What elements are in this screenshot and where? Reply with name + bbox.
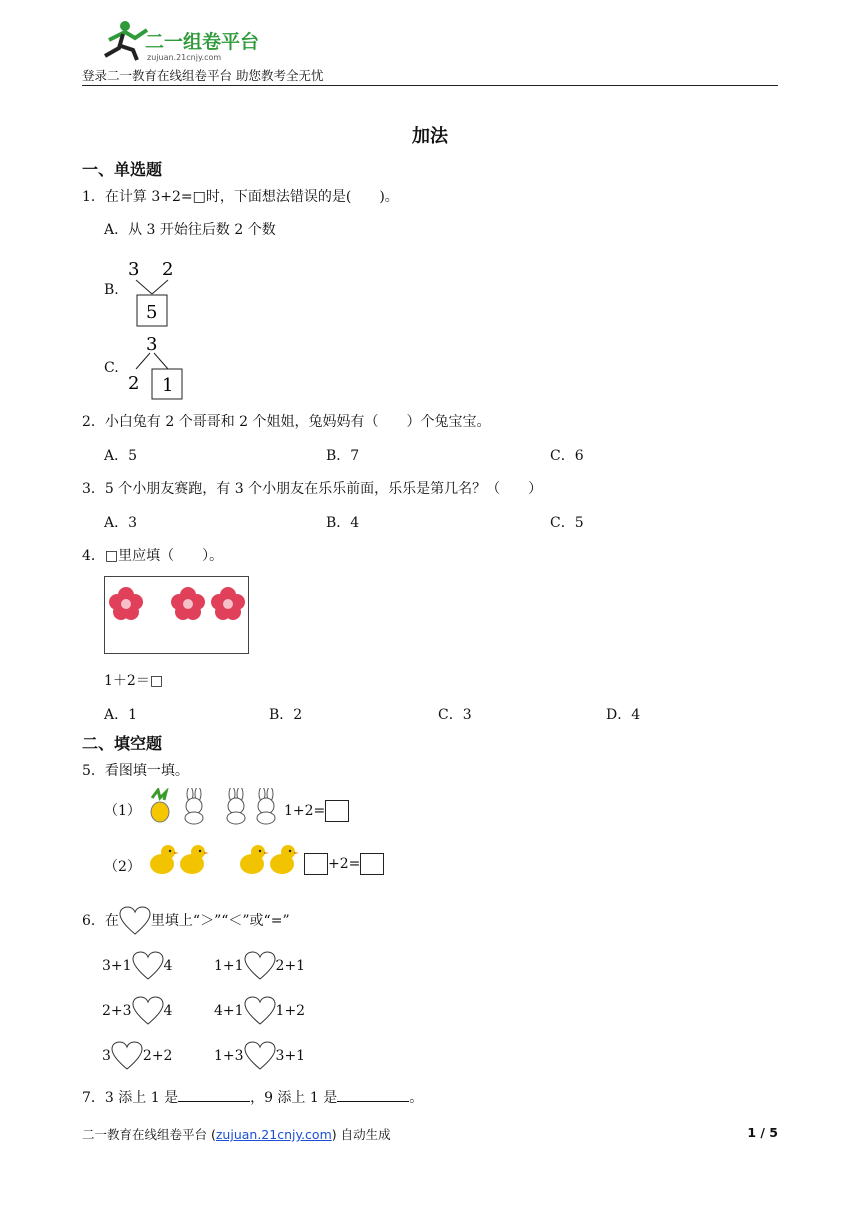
- footer-source: [82, 1125, 391, 1143]
- b-top-right: 2: [162, 259, 174, 280]
- question-2-text: 2．小白兔有 2 个哥哥和 2 个姐姐，兔妈妈有（ ）个兔宝宝。: [82, 414, 491, 430]
- compare-left: 3+1: [102, 958, 132, 974]
- answer-blank[interactable]: [337, 1087, 409, 1102]
- heart-icon: [244, 996, 276, 1026]
- q1-option-b-diagram: [122, 258, 182, 330]
- compare-right: 2+1: [275, 958, 306, 974]
- question-1-text: 1．在计算 3+2=□时，下面想法错误的是( )。: [82, 189, 399, 205]
- chick-icon: [240, 845, 269, 874]
- rabbit-icon: [185, 788, 203, 824]
- compare-left: 1+1: [214, 958, 244, 974]
- slogan: 登录二一教育在线组卷平台 助您教考全无忧: [82, 68, 324, 83]
- heart-icon: [244, 1041, 276, 1071]
- q4-option-c: C．3: [438, 707, 472, 723]
- c-box-value: 1: [162, 375, 174, 396]
- q6-row-1-right: [214, 951, 305, 981]
- q4-option-d: D．4: [606, 707, 641, 723]
- q6-row-2-right: [214, 996, 305, 1026]
- q4-option-b: B．2: [269, 707, 303, 723]
- q4-flower-picture: [104, 576, 250, 654]
- chick-icon: [270, 845, 299, 874]
- compare-left: 1+3: [214, 1048, 244, 1064]
- footer-link[interactable]: zujuan.21cnjy.com: [215, 1127, 332, 1142]
- q2-option-c: C．6: [550, 448, 584, 464]
- question-3-text: 3．5 个小朋友赛跑，有 3 个小朋友在乐乐前面，乐乐是第几名？（ ）: [82, 481, 543, 497]
- q1-option-a: A．从 3 开始往后数 2 个数: [104, 222, 276, 238]
- q6-row-3-left: [102, 1041, 172, 1071]
- section-heading-fill-blank: 二、填空题: [82, 734, 163, 753]
- q2-option-a: A．5: [104, 448, 138, 464]
- compare-right: 2+2: [142, 1048, 173, 1064]
- compare-right: 1+2: [275, 1003, 306, 1019]
- q1-option-c-diagram: [122, 333, 186, 401]
- heart-icon: [132, 951, 164, 981]
- chick-icon: [180, 845, 209, 874]
- compare-right: 4: [163, 958, 173, 974]
- answer-box[interactable]: [360, 853, 384, 875]
- q5-chick-picture: [148, 842, 302, 878]
- q6-text-pre: 6．在: [82, 913, 119, 929]
- chick-icon: [150, 845, 179, 874]
- q6-row-1-left: [102, 951, 172, 981]
- q5-part2-equation: [304, 853, 384, 875]
- question-4-text: 4．□里应填（ ）。: [82, 548, 224, 564]
- carrot-icon: [151, 790, 169, 822]
- rabbit-icon: [257, 788, 275, 824]
- q5-part1-label: （1）: [104, 803, 141, 819]
- footer-text-post: ) 自动生成: [331, 1127, 391, 1142]
- heart-icon: [132, 996, 164, 1026]
- q5-part2-eq-text: +2=: [328, 856, 361, 872]
- runner-logo-icon: [105, 21, 147, 60]
- q3-option-b: B．4: [326, 515, 360, 531]
- q7-pre: 7．3 添上 1 是: [82, 1090, 179, 1106]
- q3-option-c: C．5: [550, 515, 584, 531]
- q4-equation: 1＋2＝□: [104, 673, 164, 689]
- heart-icon: [119, 906, 151, 936]
- answer-box[interactable]: [325, 800, 349, 822]
- heart-icon: [244, 951, 276, 981]
- compare-left: 2+3: [102, 1003, 132, 1019]
- compare-left: 4+1: [214, 1003, 244, 1019]
- q1-option-b-label: B.: [104, 282, 119, 298]
- q7-mid: ，9 添上 1 是: [250, 1090, 338, 1106]
- q6-row-2-left: [102, 996, 172, 1026]
- compare-left: 3: [102, 1048, 111, 1064]
- heart-icon: [111, 1041, 143, 1071]
- question-6: [82, 906, 290, 936]
- section-heading-single-choice: 一、单选题: [82, 160, 163, 179]
- rabbit-icon: [227, 788, 245, 824]
- c-top: 3: [146, 334, 158, 355]
- logo-subtext: zujuan.21cnjy.com: [147, 53, 222, 62]
- q3-option-a: A．3: [104, 515, 138, 531]
- answer-box[interactable]: [304, 853, 328, 875]
- b-top-left: 3: [128, 259, 140, 280]
- q5-part1-equation: [284, 800, 349, 822]
- q4-option-a: A．1: [104, 707, 138, 723]
- q5-rabbit-picture: [144, 788, 284, 826]
- platform-logo: [95, 18, 275, 64]
- q2-option-b: B．7: [326, 448, 360, 464]
- q7-post: 。: [409, 1090, 424, 1106]
- page-number: 1 / 5: [747, 1125, 778, 1140]
- q5-part1-eq-text: 1+2=: [284, 803, 326, 819]
- header-divider: [82, 85, 778, 86]
- question-7: [82, 1087, 423, 1107]
- page-title: 加法: [412, 126, 448, 147]
- q6-text-post: 里填上“＞”“＜”或“=”: [150, 913, 290, 929]
- q6-row-3-right: [214, 1041, 305, 1071]
- b-box-value: 5: [146, 302, 158, 323]
- q5-part2-label: （2）: [104, 859, 141, 875]
- logo-text: 二一组卷平台: [145, 31, 260, 53]
- q1-option-c-label: C.: [104, 360, 119, 376]
- compare-right: 3+1: [275, 1048, 306, 1064]
- question-5-text: 5．看图填一填。: [82, 763, 189, 779]
- compare-right: 4: [163, 1003, 173, 1019]
- c-left: 2: [128, 373, 140, 394]
- footer-text-pre: 二一教育在线组卷平台 (: [82, 1127, 216, 1142]
- answer-blank[interactable]: [178, 1087, 250, 1102]
